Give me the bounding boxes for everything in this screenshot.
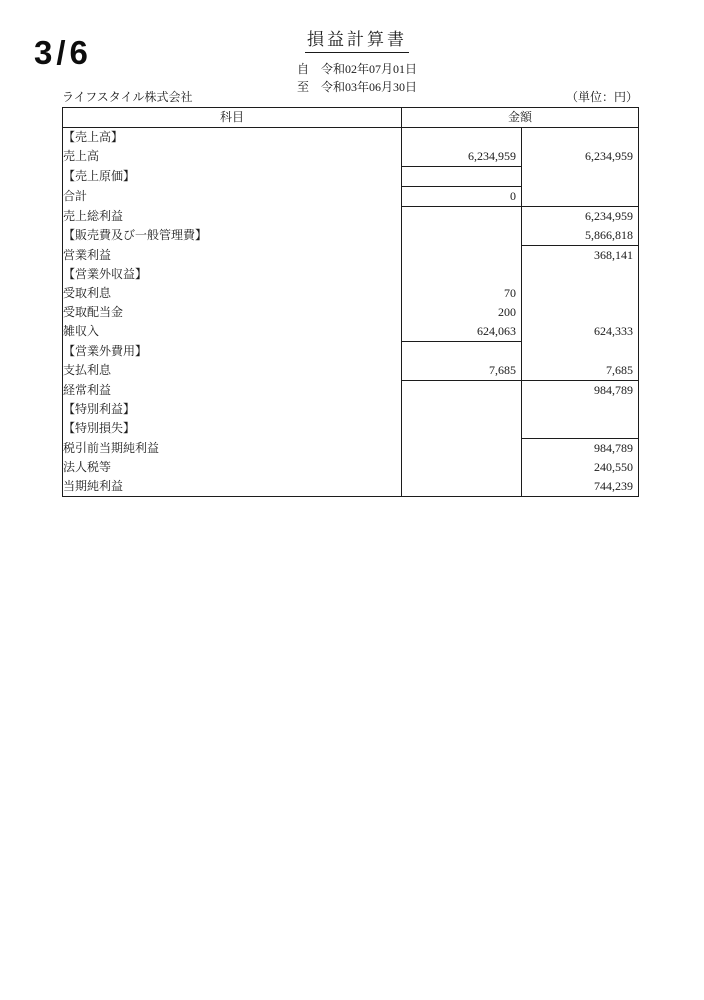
amount-inner-cell <box>402 477 522 497</box>
amount-inner-cell <box>402 458 522 477</box>
amount-total-cell: 984,789 <box>594 383 634 397</box>
column-header-account: 科目 <box>63 108 402 128</box>
table-header-row <box>63 108 639 128</box>
account-cell: 売上総利益 <box>63 207 402 227</box>
amount-inner-cell <box>402 342 522 362</box>
table-row <box>63 167 639 187</box>
amount-total-cell <box>522 419 639 439</box>
amount-inner-cell: 0 <box>402 187 522 207</box>
table-row <box>63 303 639 322</box>
meta-row <box>62 90 638 104</box>
amount-inner-cell <box>402 167 522 187</box>
amount-total-cell <box>522 284 639 303</box>
amount-inner-cell: 70 <box>402 284 522 303</box>
table-row <box>63 342 639 362</box>
amount-total-cell: 5,866,818 <box>522 226 639 246</box>
table-row <box>63 477 639 497</box>
period-from: 自 令和02年07月01日 <box>296 61 417 76</box>
amount-total-cell <box>522 187 639 207</box>
title-block <box>5 30 704 96</box>
table-row <box>63 400 639 419</box>
amount-total-cell: 984,789 <box>594 441 634 455</box>
unit-note: （単位：円） <box>565 90 638 104</box>
amount-inner-cell <box>402 226 522 246</box>
amount-inner-cell <box>402 265 522 284</box>
account-cell: 【売上高】 <box>63 128 402 148</box>
account-cell: 雑収入 <box>63 322 402 342</box>
page-number: 3/6 <box>34 34 92 71</box>
account-cell: 法人税等 <box>63 458 402 477</box>
account-cell: 【特別利益】 <box>63 400 402 419</box>
account-cell: 経常利益 <box>63 381 402 401</box>
account-cell: 当期純利益 <box>63 477 402 497</box>
amount-total-cell <box>522 265 639 284</box>
amount-total-cell: 7,685 <box>522 361 639 381</box>
account-cell: 【営業外費用】 <box>63 342 402 362</box>
amount-total-cell <box>522 167 639 187</box>
amount-inner-cell <box>402 128 522 148</box>
table-row <box>63 265 639 284</box>
table-row <box>63 381 639 401</box>
table-row <box>63 207 639 227</box>
document-title: 損益計算書 <box>305 30 409 53</box>
amount-total-cell <box>522 303 639 322</box>
table-row <box>63 128 639 148</box>
amount-total-cell: 6,234,959 <box>585 149 634 164</box>
table-row <box>63 284 639 303</box>
amount-total-cell: 6,234,959 <box>585 209 634 223</box>
amount-total-cell <box>522 128 639 148</box>
account-cell: 【売上原価】 <box>63 167 402 187</box>
amount-inner-cell: 200 <box>402 303 522 322</box>
table-row <box>63 246 639 266</box>
amount-inner-cell <box>402 207 522 227</box>
period-to: 至 令和03年06月30日 <box>296 79 417 94</box>
amount-total-cell <box>522 342 639 362</box>
account-cell: 【営業外収益】 <box>63 265 402 284</box>
amount-inner-cell: 624,063 <box>402 322 522 342</box>
account-cell: 支払利息 <box>63 361 402 381</box>
table-row <box>63 439 639 459</box>
amount-total-cell: 744,239 <box>594 479 634 493</box>
amount-inner-cell: 7,685 <box>402 361 522 381</box>
company-name: ライフスタイル株式会社 <box>62 90 193 104</box>
amount-inner-cell <box>402 381 522 401</box>
account-cell: 税引前当期純利益 <box>63 439 402 459</box>
account-cell: 【特別損失】 <box>63 419 402 439</box>
table-row <box>63 147 639 167</box>
table-row <box>63 187 639 207</box>
table-row <box>63 458 639 477</box>
column-header-amount: 金額 <box>402 108 639 128</box>
table-row <box>63 419 639 439</box>
table-row <box>63 361 639 381</box>
account-cell: 受取利息 <box>63 284 402 303</box>
amount-inner-cell: 6,234,959 <box>402 147 522 167</box>
amount-inner-cell <box>402 439 522 459</box>
account-cell: 【販売費及び一般管理費】 <box>63 226 402 246</box>
profit-loss-table <box>62 107 639 497</box>
table-row <box>63 322 639 342</box>
amount-inner-cell <box>402 246 522 266</box>
account-cell: 売上高 <box>63 147 402 167</box>
amount-total-cell: 240,550 <box>594 460 634 474</box>
amount-total-cell: 624,333 <box>594 324 634 339</box>
amount-inner-cell <box>402 400 522 419</box>
amount-total-cell <box>522 400 639 419</box>
table-row <box>63 226 639 246</box>
account-cell: 受取配当金 <box>63 303 402 322</box>
account-cell: 合計 <box>63 187 402 207</box>
amount-total-cell: 368,141 <box>594 248 634 262</box>
account-cell: 営業利益 <box>63 246 402 266</box>
amount-inner-cell <box>402 419 522 439</box>
